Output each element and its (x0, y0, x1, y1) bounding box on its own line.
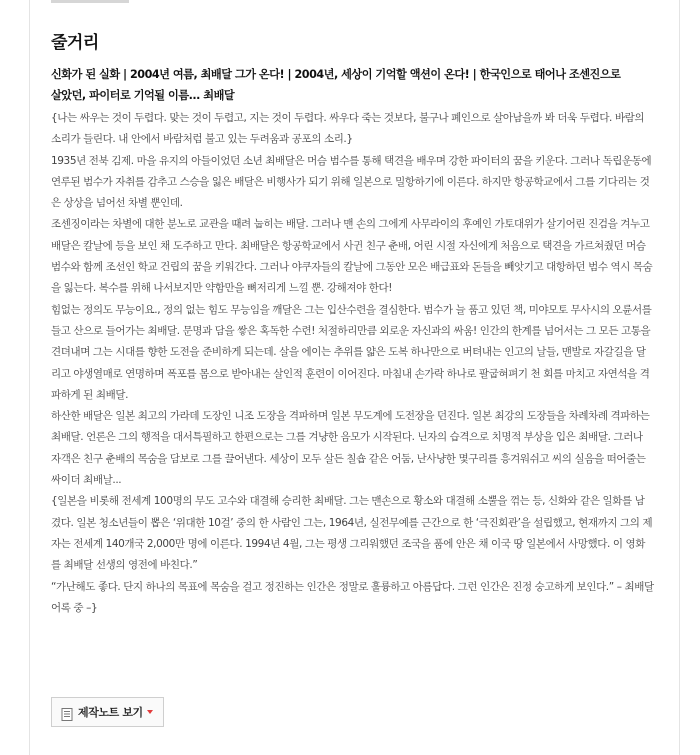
synopsis-paragraph-1: {나는 싸우는 것이 두렵다. 맞는 것이 두렵고, 지는 것이 두렵다. 싸우다 죽는 것보다, 불구나 폐인으로 살아남을까 봐 더욱 두렵다. 바람의 소리가 들린다. 내 안에서 바람처럼 불고 있는 두려움과 공포의 소리.} (51, 112, 645, 146)
document-icon (61, 706, 73, 719)
synopsis-section (51, 28, 654, 619)
synopsis-headline: 신화가 된 실화 | 2004년 여름, 최배달 그가 온다! | 2004년, 세상이 기억할 액션이 온다! | 한국인으로 태어나 조센진으로 살았던, 파이터로 기억될 이름... 최배달 (51, 68, 621, 102)
production-notes-label: 제작노트 보기 (78, 706, 143, 719)
synopsis-paragraph-3: 조센징이라는 차별에 대한 분노로 교관을 때려 눕히는 배달. 그러나 맨 손의 그에게 사무라이의 후예인 가토대위가 살기어린 진검을 겨누고 배달은 칼날에 등을 보인 채 도주하고 만다. 최배달은 항공학교에서 사귄 친구 춘배, 어린 시절 자신에게 처음으로 택견을 가르쳐줬던 머슴 범수와 함께 조선인 학교 건립의 꿈을 키워간다. 그러나 야쿠자들의 칼날에 그동안 모은 배급표와 돈들을 빼앗기고 대항하던 범수 역시 목숨을 잃는다. 복수를 위해 나서보지만 약함만을 뼈저리게 느낄 뿐. 강해져야 한다! (51, 218, 653, 295)
synopsis-paragraph-5: 하산한 배달은 일본 최고의 가라데 도장인 니조 도장을 격파하며 일본 무도계에 도전장을 던진다. 일본 최강의 도장들을 차례차례 격파하는 최배달. 언론은 그의 행적을 대서특필하고 한편으로는 그를 겨냥한 음모가 시작된다. 닌자의 습격으로 치명적 부상을 입은 최배달. 그러나 자객은 친구 춘배의 목숨을 담보로 그를 끌어낸다. 세상이 모두 살든 칠숍 같은 어둠, 난사냥한 몇구리를 흥겨워쉬고 씨의 실음을 떠어줄는 싸이더 최배날... (51, 410, 650, 487)
synopsis-paragraph-7: “가난해도 좋다. 단지 하나의 목표에 목숨을 걸고 정진하는 인간은 정말로 훌륭하고 아름답다. 그런 인간은 진정 숭고하게 보인다.” – 최배달 어록 중 –} (51, 580, 654, 614)
caret-down-icon (147, 710, 153, 714)
synopsis-paragraph-6: {일본을 비롯해 전세계 100명의 무도 고수와 대결해 승리한 최배달. 그는 맨손으로 황소와 대결해 소뿔을 꺾는 등, 신화와 같은 일화를 남겼다. 일본 청소년들이 뽑은 ‘위대한 10걸’ 중의 한 사람인 그는, 1964년, 실전무예를 근간으로 한 ‘극진회관’을 설립했고, 현재까지 그의 제자는 전세계 140개국 2,000만 명에 이른다. 1994년 4월, 그는 평생 그리워했던 조국을 품에 안은 채 이국 땅 일본에서 사망했다. 이 영화를 최배달 선생의 영전에 바친다.” (51, 495, 653, 572)
section-title: 줄거리 (51, 33, 99, 53)
synopsis-paragraph-2: 1935년 전북 김제. 마을 유지의 아들이었던 소년 최배달은 머슴 범수를 통해 택견을 배우며 강한 파이터의 꿈을 키운다. 그러나 독립운동에 연루된 범수가 자취를 감추고 스승을 잃은 배달은 비행사가 되기 위해 일본으로 밀항하기에 이른다. 하지만 항공학교에서 그를 기다리는 것은 상상을 넘어선 차별 뿐인데. (51, 154, 652, 210)
active-tab-indicator (51, 0, 129, 3)
production-notes-button[interactable] (51, 697, 164, 727)
synopsis-paragraph-4: 힘없는 정의도 무능이요., 정의 없는 힘도 무능임을 깨달은 그는 입산수련을 결심한다. 범수가 늘 품고 있던 책, 미야모토 무사시의 오륜서를 들고 산으로 들어가는 최배달. 문명과 담을 쌓은 혹독한 수련! 처절하리만큼 외로운 자신과의 싸움! 인간의 한계를 넘어서는 그 모든 고통을 견뎌내며 그는 시대를 향한 도전을 준비하게 되는데. 살을 에이는 추위를 얇은 도복 하나만으로 버텨내는 인고의 날들, 맨발로 자갈길을 달리고 야생열매로 연명하며 폭포를 몸으로 받아내는 살인적 훈련이 이어진다. 마침내 손가락 하나로 팔굽혀펴기 천 회를 마치고 자연석을 격파하게 된 최배달. (51, 303, 652, 401)
